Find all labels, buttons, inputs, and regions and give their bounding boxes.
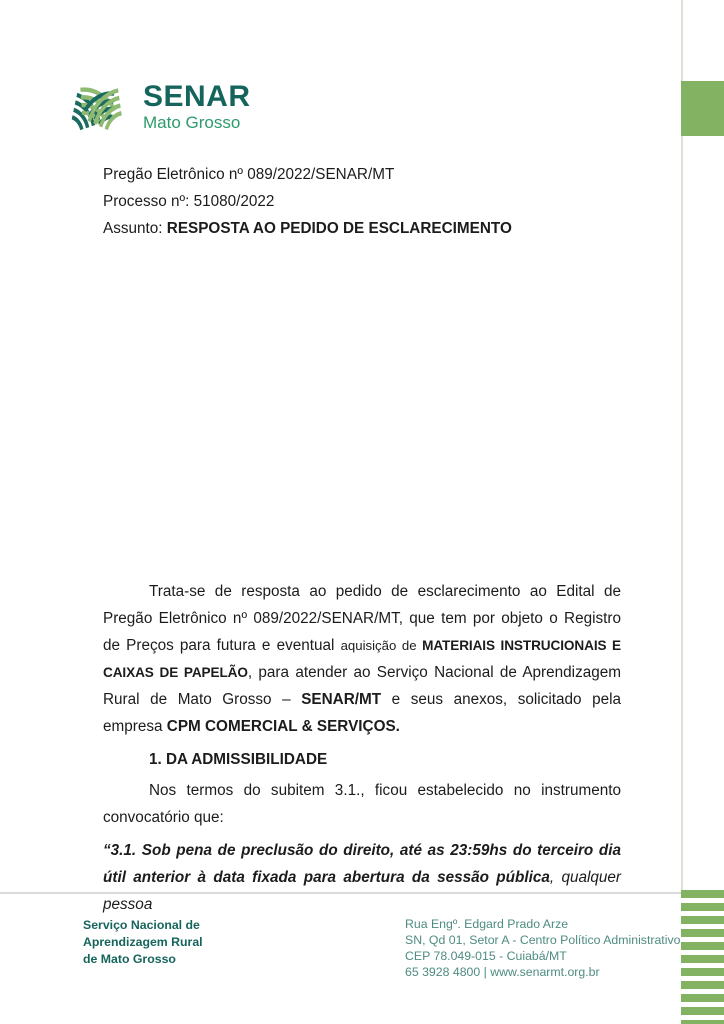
logo-name: SENAR <box>143 80 251 113</box>
logo-region: Mato Grosso <box>143 113 241 132</box>
footer-stripes-decoration <box>681 890 724 1024</box>
document-body <box>103 578 621 918</box>
pregao-line: Pregão Eletrônico nº 089/2022/SENAR/MT <box>103 166 395 183</box>
section-heading-admissibilidade: 1. DA ADMISSIBILIDADE <box>149 751 328 768</box>
right-margin-line <box>681 0 683 1024</box>
processo-line: Processo nº: 51080/2022 <box>103 193 275 210</box>
right-accent-block <box>681 81 724 136</box>
footer-organization: Serviço Nacional de Aprendizagem Rural de Mato Grosso <box>83 918 203 966</box>
terms-paragraph: Nos termos do subitem 3.1., ficou estabelecido no instrumento convocatório que: <box>103 782 621 826</box>
assunto-line: Assunto: RESPOSTA AO PEDIDO DE ESCLARECIMENTO <box>103 220 512 237</box>
senar-wheat-arch-icon <box>64 76 134 138</box>
footer-divider <box>0 892 724 894</box>
intro-paragraph: Trata-se de resposta ao pedido de esclarecimento ao Edital de Pregão Eletrônico nº 089/2022/SENAR/MT, que tem por objeto o Registro de Preços para futura e eventual aquisição de MATERIAIS INSTRUCIONAIS E CAIXAS DE PAPELÃO, para atender ao Serviço Nacional de Aprendizagem Rural de Mato Grosso – SENAR/MT e seus anexos, solicitado pela empresa CPM COMERCIAL & SERVIÇOS. <box>103 583 622 735</box>
logo-text <box>143 82 251 132</box>
document-header <box>103 161 621 242</box>
footer-address: Rua Engº. Edgard Prado Arze SN, Qd 01, Setor A - Centro Político Administrativo CEP 78.049-015 - Cuiabá/MT 65 3928 4800 | www.senarmt.org.br <box>405 917 681 979</box>
senar-logo <box>64 76 251 138</box>
edital-quote-paragraph: “3.1. Sob pena de preclusão do direito, até as 23:59hs do terceiro dia útil anterior à data fixada para abertura da sessão pública, qualquer pessoa <box>103 842 621 913</box>
